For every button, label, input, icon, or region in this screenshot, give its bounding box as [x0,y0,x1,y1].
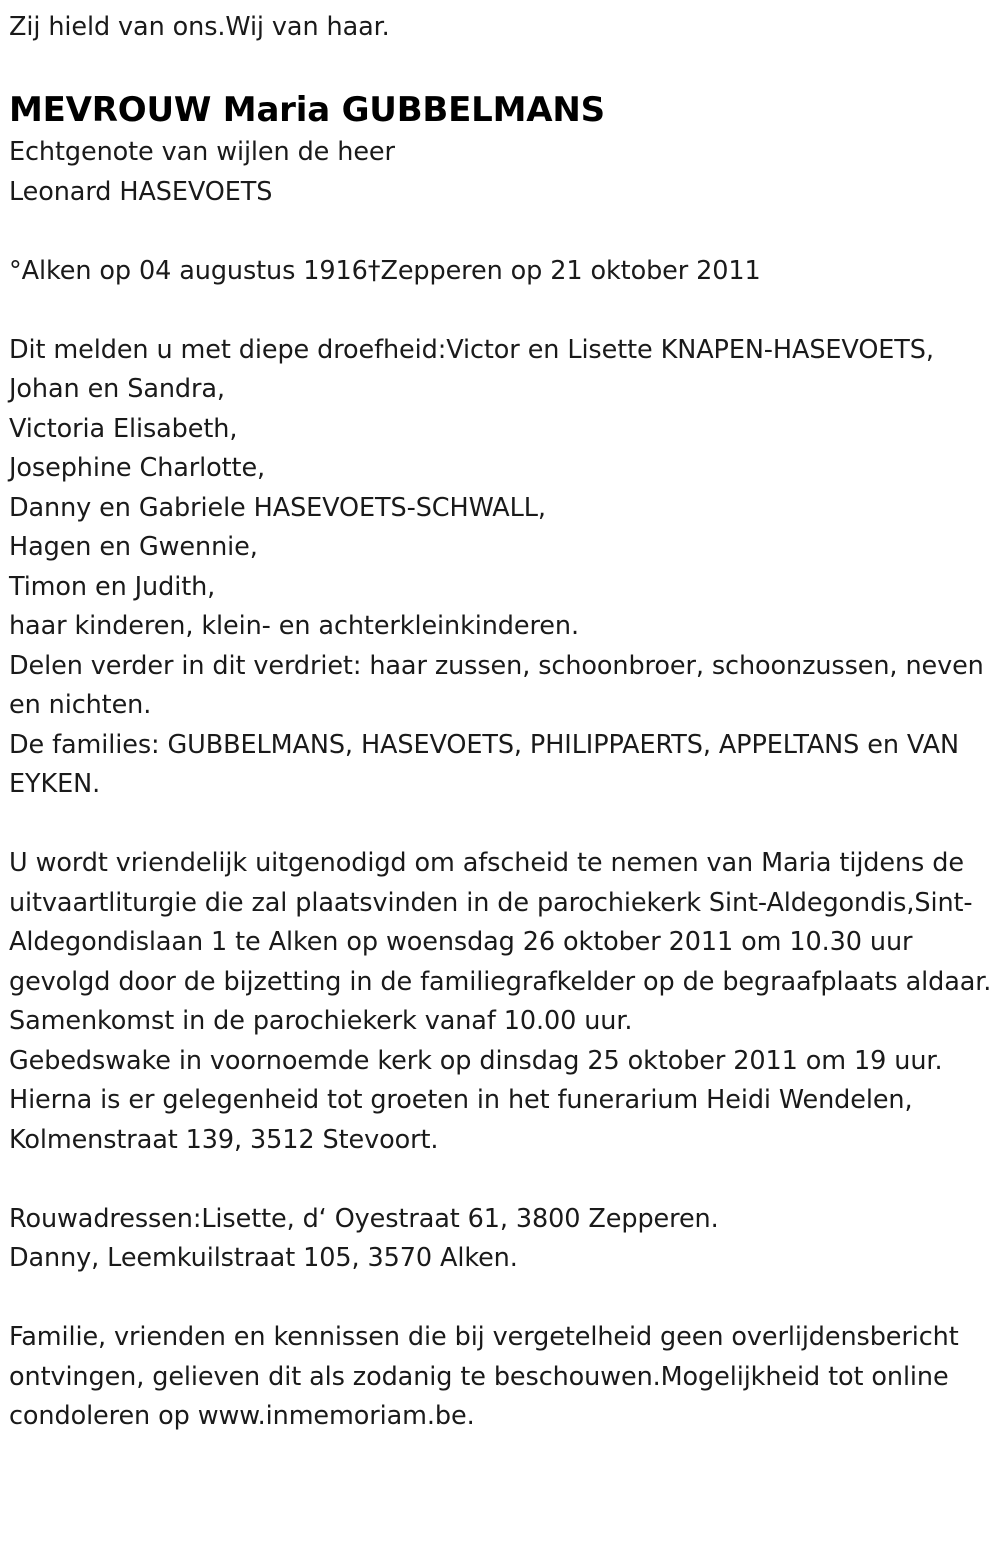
announcement-line: Dit melden u met diepe droefheid:Victor en Lisette KNAPEN-HASEVOETS, [9,334,934,365]
spouse-relation-text: Echtgenote van wijlen de heer [9,137,395,167]
closing-notice-text: Familie, vrienden en kennissen die bij vergetelheid geen overlijdensbericht ontvingen, gelieven dit als zodanig te beschouwen.Mogelijkheid tot online condoleren op www.inmemoriam.be. [9,1322,967,1431]
spacer-6 [9,1279,996,1319]
announcement-line: Johan en Sandra, [9,374,225,404]
birth-death-line: °Alken op 04 augustus 1916†Zepperen op 21 oktober 2011 [9,255,761,286]
deceased-block [9,87,996,212]
announcement-line: haar kinderen, klein- en achterkleinkinderen. [9,611,579,641]
spacer-2 [9,212,996,252]
spacer-4 [9,805,996,845]
spacer-5 [9,1160,996,1200]
service-block [9,844,996,1160]
announcement-line: Victoria Elisabeth, [9,413,238,444]
deceased-name: MEVROUW Maria GUBBELMANS [9,90,605,130]
birth-death-block [9,252,996,292]
epitaph-block [9,8,996,48]
announcement-line: Timon en Judith, [9,571,216,602]
service-invitation-text: U wordt vriendelijk uitgenodigd om afscheid te nemen van Maria tijdens de uitvaartliturgie die zal plaatsvinden in de parochiekerk Sint-Aldegondis,Sint-Aldegondislaan 1 te Alken op woensdag 26 oktober 2011 om 10.30 uur gevolgd door de bijzetting in de familiegrafkelder op de begraafplaats aldaar. [9,848,992,997]
announcement-line: De families: GUBBELMANS, HASEVOETS, PHILIPPAERTS, APPELTANS en VAN EYKEN. [9,729,967,799]
announcement-line: Josephine Charlotte, [9,453,266,483]
service-prayer-vigil-text: Gebedswake in voornoemde kerk op dinsdag 25 oktober 2011 om 19 uur. [9,1045,943,1076]
announcement-block [9,331,996,805]
spouse-name-text: Leonard HASEVOETS [9,176,273,207]
spacer-1 [9,48,996,88]
announcement-line: Hagen en Gwennie, [9,532,258,562]
condolence-address-line: Danny, Leemkuilstraat 105, 3570 Alken. [9,1243,518,1273]
service-gathering-text: Samenkomst in de parochiekerk vanaf 10.00 uur. [9,1006,633,1036]
condolence-addresses-block [9,1200,996,1279]
closing-block [9,1318,996,1437]
epitaph-text: Zij hield van ons.Wij van haar. [9,12,390,42]
service-funeral-home-text: Hierna is er gelegenheid tot groeten in het funerarium Heidi Wendelen, Kolmenstraat 139, 3512 Stevoort. [9,1085,921,1155]
spacer-3 [9,291,996,331]
announcement-line: Delen verder in dit verdriet: haar zussen, schoonbroer, schoonzussen, neven en nichten. [9,650,992,720]
announcement-line: Danny en Gabriele HASEVOETS-SCHWALL, [9,492,546,523]
condolence-address-line: Rouwadressen:Lisette, d‘ Oyestraat 61, 3800 Zepperen. [9,1203,719,1234]
